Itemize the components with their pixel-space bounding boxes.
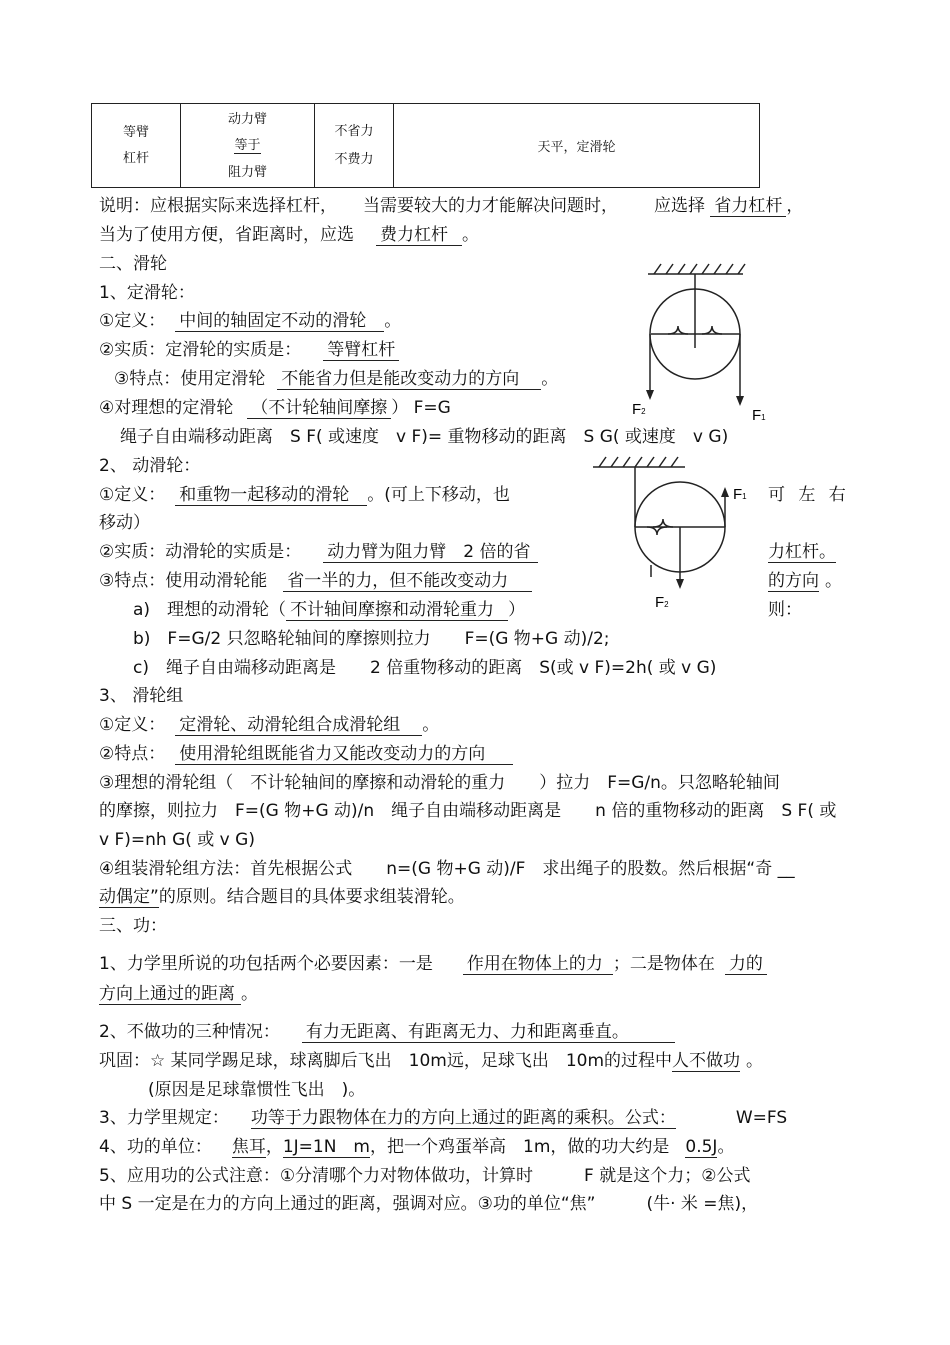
work-notes-1: 5、应用功的公式注意：①分清哪个力对物体做功，计算时 F 就是这个力；②公式 xyxy=(99,1166,751,1186)
movable-distance: c) 绳子自由端移动距离是 2 倍重物移动的距离 S(或 v F)=2h( 或 v G) xyxy=(133,658,717,678)
fixed-pulley-diagram xyxy=(618,262,778,427)
movable-feature: ③特点：使用动滑轮能 省一半的力，但不能改变动力 xyxy=(99,570,532,592)
movable-essence-right: 力杠杆。 xyxy=(768,542,836,562)
section-heading-pulley: 二、滑轮 xyxy=(99,254,167,274)
table-text: 杠杆 xyxy=(122,150,149,166)
note-line-1: 说明：应根据实际来选择杠杆， 当需要较大的力才能解决问题时， 应选择 省力杠杆 ， xyxy=(99,196,804,216)
movable-definition-cont: 移动） xyxy=(99,513,150,533)
movable-ideal: a) 理想的动滑轮（ 不计轴间摩擦和动滑轮重力 ） xyxy=(133,600,526,620)
movable-essence: ②实质：动滑轮的实质是： 动力臂为阻力臂 2 倍的省 xyxy=(99,541,538,563)
fixed-feature: ③特点：使用定滑轮 不能省力但是能改变动力的方向 。 xyxy=(114,369,559,389)
movable-pulley-heading: 2、 动滑轮： xyxy=(99,456,201,476)
block-feature: ②特点： 使用滑轮组既能省力又能改变动力的方向 xyxy=(99,743,513,765)
fixed-distance: 绳子自由端移动距离 S F( 或速度 v F)= 重物移动的距离 S G( 或速度 v G) xyxy=(120,427,729,447)
movable-force: b) F=G/2 只忽略轮轴间的摩擦则拉力 F=(G 物+G 动)/2; xyxy=(133,629,610,649)
fixed-f1-label: F1 xyxy=(752,407,766,424)
work-factors-1: 1、力学里所说的功包括两个必要因素：一是 作用在物体上的力 ；二是物体在 力的 xyxy=(99,953,767,975)
movable-definition-right: 可 左 右 xyxy=(768,485,850,505)
table-text: 阻力臂 xyxy=(227,164,267,180)
table-text: 不费力 xyxy=(334,151,374,167)
fixed-definition: ①定义： 中间的轴固定不动的滑轮 。 xyxy=(99,311,402,331)
fixed-ideal: ④对理想的定滑轮 （不计轮轴间摩擦 ） F=G xyxy=(99,398,451,418)
movable-f1-label: F1 xyxy=(733,486,747,503)
consolidation-2: (原因是足球靠惯性飞出 )。 xyxy=(148,1080,366,1100)
arm-relation-cell xyxy=(181,104,315,188)
fixed-pulley-heading: 1、定滑轮： xyxy=(99,283,195,303)
work-factors-2: 方向上通过的距离 。 xyxy=(99,984,258,1004)
work-definition: 3、力学里规定： 功等于力跟物体在力的方向上通过的距离的乘积。公式： W=FS xyxy=(99,1108,788,1128)
fixed-essence: ②实质：定滑轮的实质是： 等臂杠杆 xyxy=(99,339,399,361)
force-feature-cell xyxy=(315,104,394,188)
block-ideal-2: 的摩擦，则拉力 F=(G 物+G 动)/n 绳子自由端移动距离是 n 倍的重物移动的距离 S F( 或 xyxy=(99,801,837,821)
fixed-f2-label: F2 xyxy=(632,401,646,418)
block-ideal-1: ③理想的滑轮组（ 不计轮轴间的摩擦和动滑轮的重力 ）拉力 F=G/n。只忽略轮轴间 xyxy=(99,773,780,793)
block-tackle-heading: 3、 滑轮组 xyxy=(99,686,184,706)
consolidation-1: 巩固：☆ 某同学踢足球，球离脚后飞出 10m远，足球飞出 10m的过程中人不做功 。 xyxy=(99,1051,764,1071)
movable-pulley-diagram xyxy=(585,455,765,615)
block-assembly-2: 动偶定”的原则。结合题目的具体要求组装滑轮。 xyxy=(99,887,465,907)
table-text: 不省力 xyxy=(334,123,374,139)
work-notes-2: 中 S 一定是在力的方向上通过的距离，强调对应。③功的单位“焦” (牛· 米 =焦)， xyxy=(99,1194,759,1214)
table-text: 动力臂 xyxy=(227,111,267,127)
table-text: 等臂 xyxy=(122,124,149,140)
note-line-2: 当为了使用方便，省距离时，应选 费力杠杆 。 xyxy=(99,225,479,245)
table-text-underlined: 等于 xyxy=(234,137,261,153)
section-heading-work: 三、功： xyxy=(99,916,167,936)
lever-table xyxy=(91,103,760,188)
movable-feature-right: 的方向 。 xyxy=(768,571,842,591)
movable-definition: ①定义： 和重物一起移动的滑轮 。(可上下移动，也 xyxy=(99,485,510,505)
movable-ideal-right: 则： xyxy=(768,600,802,620)
no-work-cases: 2、不做功的三种情况： 有力无距离、有距离无力、力和距离垂直。 xyxy=(99,1021,675,1043)
block-assembly-1: ④组装滑轮组方法：首先根据公式 n=(G 物+G 动)/F 求出绳子的股数。然后根据“奇 __ xyxy=(99,859,795,879)
block-definition: ①定义： 定滑轮、动滑轮组合成滑轮组 。 xyxy=(99,715,440,735)
lever-type-cell xyxy=(92,104,181,188)
block-ideal-3: v F)=nh G( 或 v G) xyxy=(99,830,255,850)
example-cell: 天平，定滑轮 xyxy=(394,104,760,188)
work-unit: 4、功的单位： 焦耳，1J=1N m，把一个鸡蛋举高 1m，做的功大约是 0.5J。 xyxy=(99,1137,735,1157)
movable-f2-label: F2 xyxy=(655,594,669,611)
